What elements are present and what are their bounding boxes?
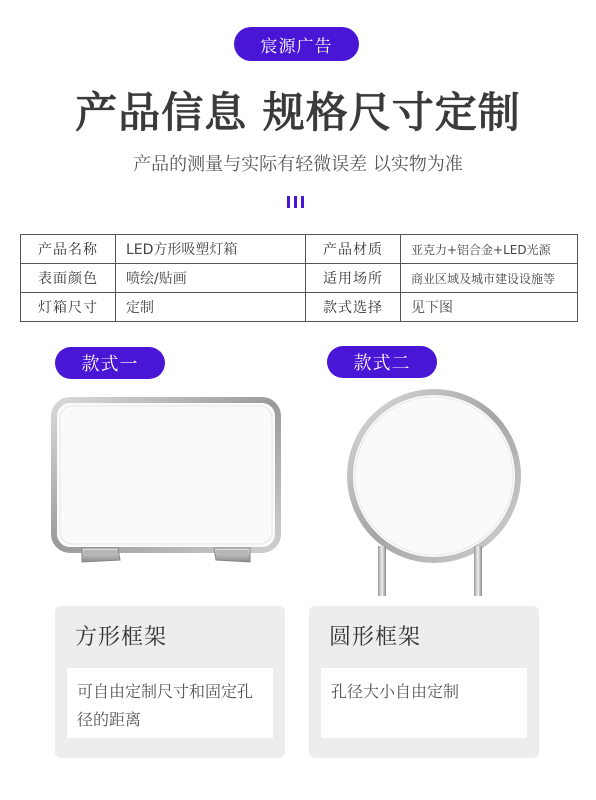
spec-value: 商业区域及城市建设设施等 [401,264,578,293]
decorative-bars-icon [287,196,304,208]
card-description: 可自由定制尺寸和固定孔径的距离 [67,668,273,738]
style-two-badge: 款式二 [327,346,437,378]
spec-key: 适用场所 [306,264,401,293]
page-title: 产品信息 规格尺寸定制 [75,88,521,137]
spec-key: 产品名称 [21,235,116,264]
spec-key: 灯箱尺寸 [21,293,116,322]
style-one-badge: 款式一 [55,347,165,379]
card-title: 方形框架 [75,625,168,650]
table-row [21,264,578,293]
spec-value: 定制 [116,293,306,322]
spec-key: 表面颜色 [21,264,116,293]
round-frame-image [340,384,530,599]
spec-key: 款式选择 [306,293,401,322]
table-row [21,293,578,322]
spec-value: 见下图 [401,293,578,322]
table-row [21,235,578,264]
square-frame-card [55,606,285,758]
card-title: 圆形框架 [329,625,422,650]
spec-value: 亚克力+铝合金+LED光源 [401,235,578,264]
spec-key: 产品材质 [306,235,401,264]
card-description: 孔径大小自由定制 [321,668,527,738]
round-frame-card [309,606,539,758]
brand-badge: 宸源广告 [234,27,359,61]
spec-value: LED方形吸塑灯箱 [116,235,306,264]
page-subtitle: 产品的测量与实际有轻微误差 以实物为准 [133,154,463,175]
spec-table [20,234,578,322]
square-frame-image [48,392,284,572]
spec-value: 喷绘/贴画 [116,264,306,293]
